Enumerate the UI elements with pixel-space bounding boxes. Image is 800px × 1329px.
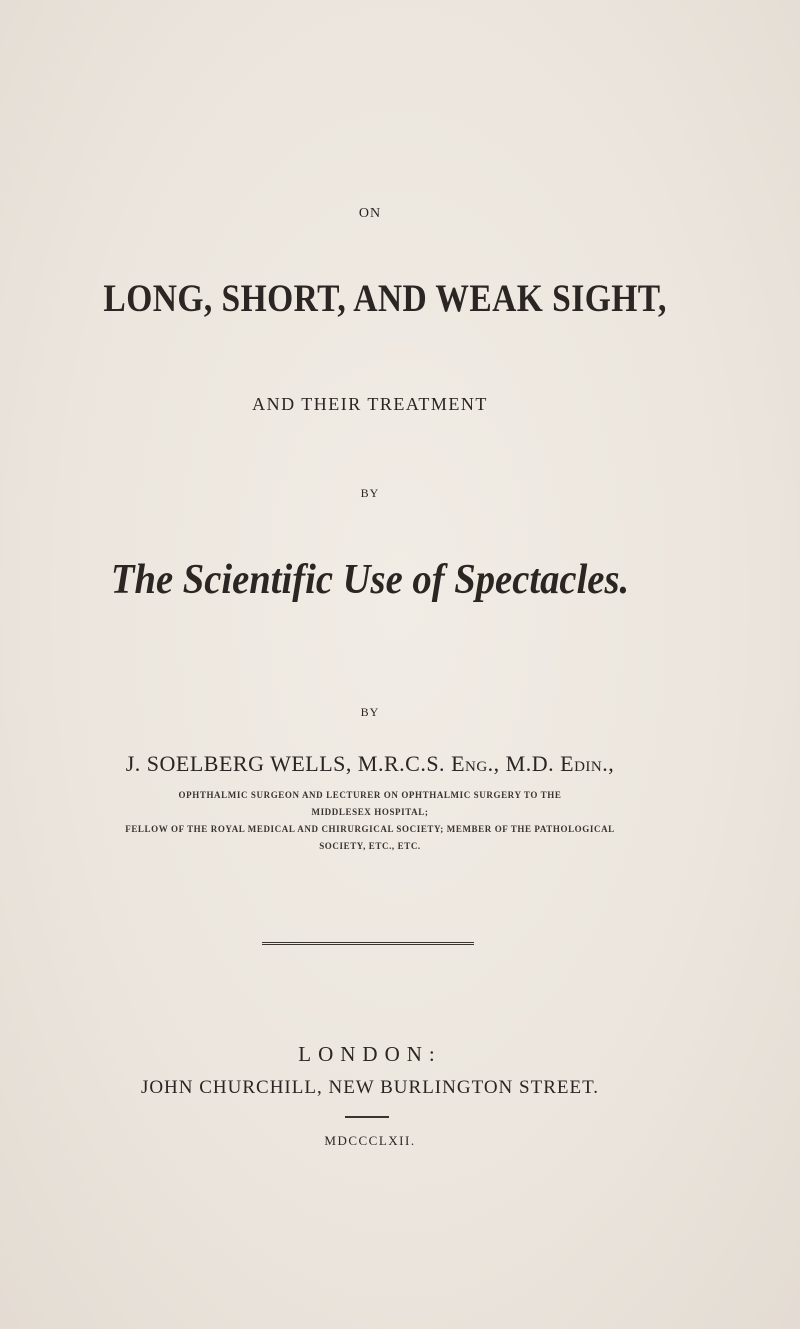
imprint-city: LONDON:: [298, 1042, 442, 1066]
credential-line: MIDDLESEX HOSPITAL;: [311, 807, 429, 817]
short-divider: [345, 1116, 389, 1118]
on-label: ON: [358, 206, 382, 221]
author-line: [60, 751, 680, 777]
author-name: J. SOELBERG WELLS, M.R.C.S.: [125, 751, 446, 776]
main-title: LONG, SHORT, AND WEAK SIGHT,: [103, 277, 667, 320]
publisher: JOHN CHURCHILL, NEW BURLINGTON STREET.: [140, 1077, 600, 1098]
credential-line: SOCIETY, ETC., ETC.: [319, 841, 421, 851]
author-eng: Eng.,: [451, 751, 500, 776]
author-md: M.D.: [505, 751, 555, 776]
by-label-1: BY: [360, 486, 380, 500]
author-edin: Edin.,: [560, 751, 615, 776]
subtitle: AND THEIR TREATMENT: [252, 394, 488, 414]
by-label-2: BY: [360, 705, 380, 719]
divider-rule: [262, 942, 474, 945]
publication-year: MDCCCLXII.: [324, 1133, 416, 1148]
gothic-title: The Scientific Use of Spectacles.: [110, 557, 630, 603]
credential-line: FELLOW OF THE ROYAL MEDICAL AND CHIRURGICAL SOCIETY; MEMBER OF THE PATHOLOGICAL: [125, 824, 615, 834]
credential-line: OPHTHALMIC SURGEON AND LECTURER ON OPHTHALMIC SURGERY TO THE: [178, 790, 562, 800]
